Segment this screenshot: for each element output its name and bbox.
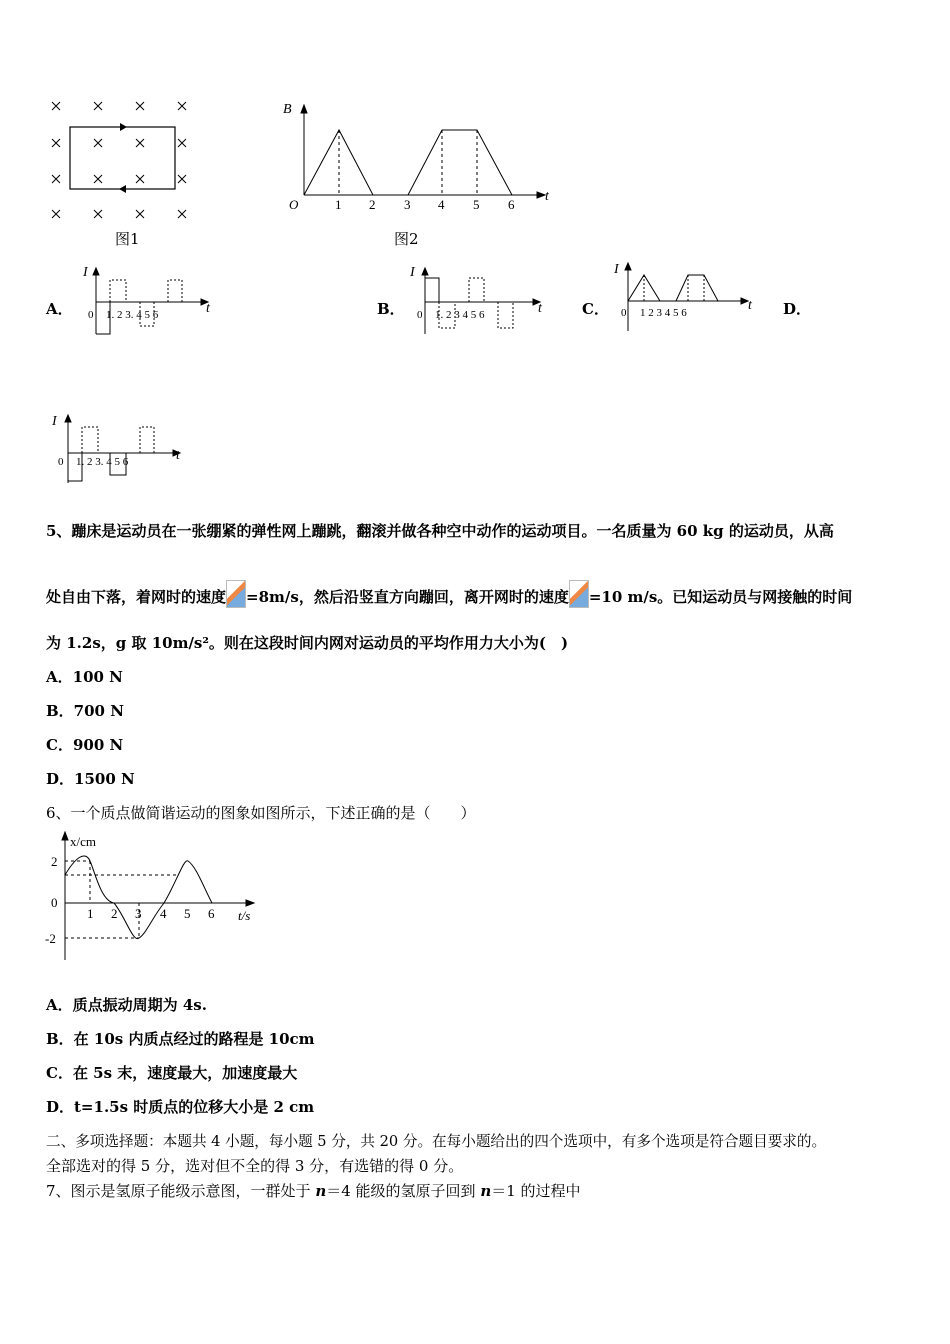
q5-option-a: A．100 N bbox=[46, 668, 123, 686]
y-tick: 0 bbox=[51, 895, 58, 910]
q7-n-symbol: n bbox=[315, 1182, 327, 1200]
option-a-label: A． bbox=[46, 300, 73, 318]
option-d-label: D． bbox=[783, 300, 812, 318]
b-axis-label: B bbox=[283, 102, 292, 117]
q5-line2-c: =10 m/s。已知运动员与网接触的时间 bbox=[588, 588, 853, 606]
option-b-label: B． bbox=[377, 300, 405, 318]
t-axis-label: t bbox=[538, 301, 542, 316]
q5-option-c: C．900 N bbox=[46, 736, 124, 754]
y-tick: 2 bbox=[51, 854, 58, 869]
q7-stem-a: 7、图示是氢原子能级示意图，一群处于 bbox=[46, 1182, 316, 1200]
i-axis-label: I bbox=[410, 265, 415, 280]
field-cross-marks bbox=[52, 102, 186, 218]
tick-label: 1 bbox=[335, 197, 342, 212]
i-axis-label: I bbox=[83, 265, 88, 280]
tick-label: 5 bbox=[473, 197, 480, 212]
tick-labels: 1. 2 3. 4 5 6 bbox=[106, 309, 159, 321]
q7-stem-c: ＝1 的过程中 bbox=[491, 1182, 581, 1200]
y-tick: -2 bbox=[45, 931, 56, 946]
tick-label: 2 bbox=[369, 197, 376, 212]
q5-line2 bbox=[46, 580, 852, 608]
conducting-loop bbox=[70, 127, 175, 189]
q7-stem bbox=[46, 1180, 581, 1201]
q6-option-b: B．在 10s 内质点经过的路程是 10cm bbox=[46, 1030, 315, 1048]
x-tick: 3 bbox=[135, 906, 142, 921]
x-axis-label: x/cm bbox=[70, 834, 96, 849]
tick-labels: 1 2 3 4 5 6 bbox=[640, 307, 687, 319]
t-axis-label: t bbox=[545, 189, 549, 204]
section2-line2: 全部选对的得 5 分，选对但不全的得 3 分，有选错的得 0 分。 bbox=[46, 1157, 464, 1175]
tick-labels: 1. 2 3 4 5 6 bbox=[435, 309, 485, 321]
q5-line1: 5、蹦床是运动员在一张绷紧的弹性网上蹦跳，翻滚并做各种空中动作的运动项目。一名质量为 60 kg 的运动员，从高 bbox=[46, 522, 834, 540]
x-tick: 6 bbox=[208, 906, 215, 921]
option-c-graph bbox=[608, 257, 758, 332]
figure-1-magnetic-field bbox=[40, 92, 210, 227]
x-tick: 5 bbox=[184, 906, 191, 921]
t-axis-label: t bbox=[748, 298, 752, 313]
origin-label: 0 bbox=[417, 309, 423, 321]
figure-2-b-t-graph bbox=[280, 95, 560, 220]
tick-labels: 1. 2 3. 4 5 6 bbox=[76, 456, 129, 468]
origin-label: 0 bbox=[88, 309, 94, 321]
q6-option-d: D．t=1.5s 时质点的位移大小是 2 cm bbox=[46, 1098, 315, 1116]
b-curve bbox=[304, 130, 512, 195]
tick-label: 4 bbox=[438, 197, 445, 212]
q5-line2-a: 处自由下落，着网时的速度 bbox=[46, 588, 227, 606]
t-axis-label: t bbox=[206, 301, 210, 316]
q6-shm-graph bbox=[40, 828, 270, 963]
velocity-image-icon bbox=[226, 580, 246, 608]
figure-1-caption: 图1 bbox=[115, 230, 140, 248]
sine-curve bbox=[65, 856, 212, 939]
x-tick: 2 bbox=[111, 906, 118, 921]
q7-n-symbol: n bbox=[480, 1182, 492, 1200]
current-arrow-top bbox=[120, 123, 127, 131]
i-axis-label: I bbox=[52, 414, 57, 429]
current-arrow-bottom bbox=[119, 185, 126, 193]
origin-label: O bbox=[289, 197, 299, 212]
velocity-image-icon bbox=[569, 580, 589, 608]
origin-label: 0 bbox=[58, 456, 64, 468]
option-a-graph bbox=[78, 262, 218, 337]
option-d-graph bbox=[48, 405, 193, 485]
tick-label: 3 bbox=[404, 197, 411, 212]
q7-stem-b: ＝4 能级的氢原子回到 bbox=[326, 1182, 481, 1200]
q6-option-a: A．质点振动周期为 4s. bbox=[46, 996, 207, 1014]
t-axis-label: t/s bbox=[238, 908, 251, 923]
q5-line2-b: =8m/s，然后沿竖直方向蹦回，离开网时的速度 bbox=[246, 588, 569, 606]
t-axis-label: t bbox=[176, 448, 180, 463]
x-tick: 1 bbox=[87, 906, 94, 921]
figure-2-caption: 图2 bbox=[394, 230, 419, 248]
tick-label: 6 bbox=[508, 197, 515, 212]
q6-stem: 6、一个质点做简谐运动的图象如图所示，下述正确的是（ ） bbox=[46, 804, 476, 822]
q5-option-b: B．700 N bbox=[46, 702, 124, 720]
option-c-label: C． bbox=[582, 300, 609, 318]
option-b-graph bbox=[405, 262, 550, 337]
q6-option-c: C．在 5s 末，速度最大，加速度最大 bbox=[46, 1064, 298, 1082]
q5-line3: 为 1.2s，g 取 10m/s²。则在这段时间内网对运动员的平均作用力大小为( ) bbox=[46, 634, 569, 652]
origin-label: 0 bbox=[621, 307, 627, 319]
section2-line1: 二、多项选择题：本题共 4 小题，每小题 5 分，共 20 分。在每小题给出的四个选项中，有多个选项是符合题目要求的。 bbox=[46, 1133, 827, 1150]
x-tick: 4 bbox=[160, 906, 167, 921]
i-axis-label: I bbox=[614, 262, 619, 277]
q5-option-d: D．1500 N bbox=[46, 770, 135, 788]
